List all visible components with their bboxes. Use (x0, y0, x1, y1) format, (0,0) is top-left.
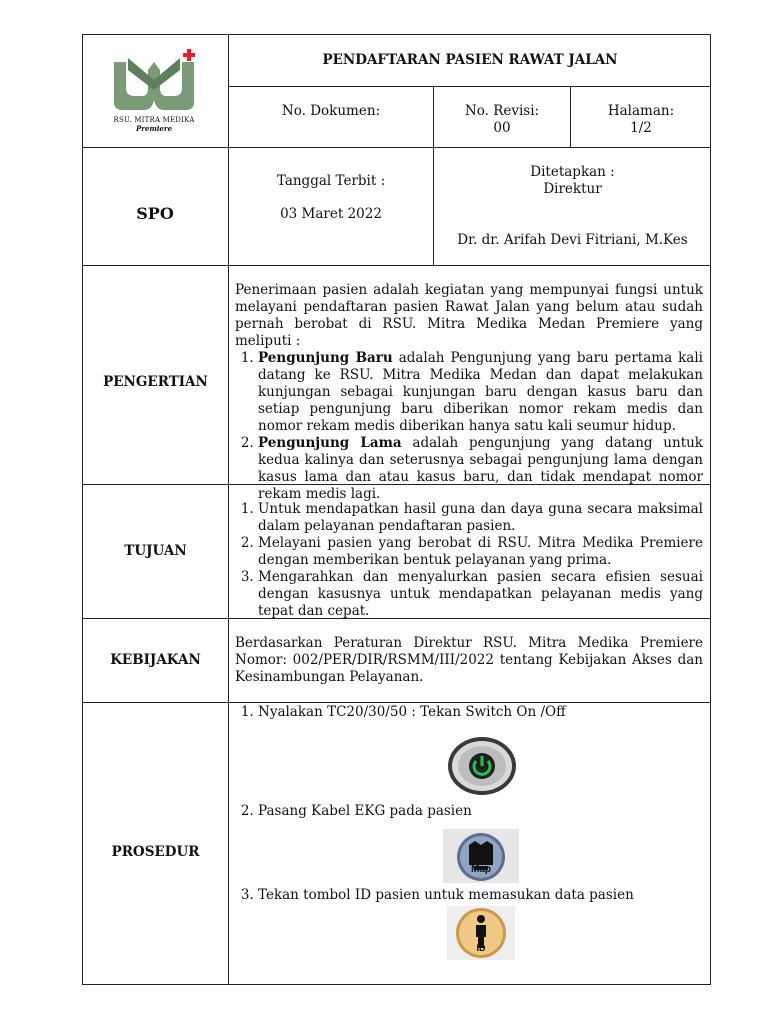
tanggal-terbit-value: 03 Maret 2022 (280, 206, 382, 222)
pengertian-list (235, 350, 703, 503)
pengertian-intro: Penerimaan pasien adalah kegiatan yang mempunyai fungsi untuk melayani pendaftaran pasien Rawat Jalan yang belum atau sudah pernah berobat di RSU. Mitra Medika Medan Premiere yang meliputi : (235, 282, 703, 349)
kebijakan-text: Berdasarkan Peraturan Direktur RSU. Mitra Medika Premiere Nomor: 002/PER/DIR/RSMM/III/2022 tentang Kebijakan Akses dan Kesinambungan Pelayanan. (235, 635, 703, 685)
spo-label: SPO (136, 204, 174, 223)
tujuan-content (235, 501, 703, 620)
ditetapkan-label: Ditetapkan : (530, 164, 615, 180)
document-title: PENDAFTARAN PASIEN RAWAT JALAN (322, 52, 618, 68)
tujuan-list (235, 501, 703, 620)
ditetapkan-role: Direktur (543, 181, 602, 197)
prosedur-step (235, 887, 703, 904)
definition: adalah Pengunjung yang baru pertama kali datang ke RSU. Mitra Medika Medan dan dapat melakukan kunjungan sebagai kunjungan baru dengan kasus baru dan setiap pengunjung baru diberikan nomor rekam medis dan nomor rekam medis diberikan hanya satu kali seumur hidup. (258, 350, 703, 434)
pengertian-label: PENGERTIAN (103, 374, 208, 390)
power-button-icon (447, 736, 517, 800)
list-item (258, 435, 703, 503)
prosedur-step (235, 803, 703, 820)
definition: adalah pengunjung yang datang untuk kedua kalinya dan seterusnya sebagai pengunjung lama dengan kasus lama dan atau kasus baru, dan tidak mendapat nomor rekam medis lagi. (258, 435, 703, 502)
tanggal-terbit-label: Tanggal Terbit : (276, 173, 386, 189)
map-button-icon (443, 829, 519, 883)
revisi-value: 00 (493, 120, 511, 136)
term: Pengunjung Baru (258, 350, 393, 366)
list-item: 1. Untuk mendapatkan hasil guna dan daya guna secara maksimal dalam pelayanan pendaftaran pasien. (258, 501, 703, 535)
halaman-label: Halaman: (607, 103, 675, 119)
tujuan-label: TUJUAN (124, 543, 187, 559)
divider (82, 147, 711, 148)
kebijakan-label: KEBIJAKAN (110, 652, 201, 668)
term: Pengunjung Lama (258, 435, 402, 451)
prosedur-step (235, 704, 703, 721)
hospital-logo (104, 48, 204, 138)
list-item: 3. Mengarahkan dan menyalurkan pasien secara efisien sesuai dengan kasusnya untuk mendapatkan pelayanan medis yang tepat dan cepat. (258, 569, 703, 620)
doc-number-label: No. Dokumen: (281, 103, 381, 119)
halaman-value: 1/2 (630, 120, 652, 136)
logo-name: RSU. MITRA MEDIKA (113, 116, 195, 124)
divider (82, 702, 711, 703)
logo-subtitle: Premiere (135, 124, 173, 133)
list-item: 3. Tekan tombol ID pasien untuk memasukan data pasien (258, 887, 703, 904)
ditetapkan-name: Dr. dr. Arifah Devi Fitriani, M.Kes (457, 232, 688, 248)
prosedur-label: PROSEDUR (111, 844, 200, 860)
map-button-label: Map (471, 864, 491, 875)
id-button-icon (447, 906, 515, 960)
list-item (258, 350, 703, 435)
list-item: 2. Melayani pasien yang berobat di RSU. Mitra Medika Premiere dengan memberikan bentuk pelayanan yang prima. (258, 535, 703, 569)
divider (228, 86, 711, 87)
divider (82, 265, 711, 266)
revisi-label: No. Revisi: (464, 103, 540, 119)
id-button-label: ID (476, 943, 486, 953)
list-item: 2. Pasang Kabel EKG pada pasien (258, 803, 703, 820)
pengertian-content (235, 282, 703, 503)
list-item: 1. Nyalakan TC20/30/50 : Tekan Switch On /Off (258, 704, 703, 721)
